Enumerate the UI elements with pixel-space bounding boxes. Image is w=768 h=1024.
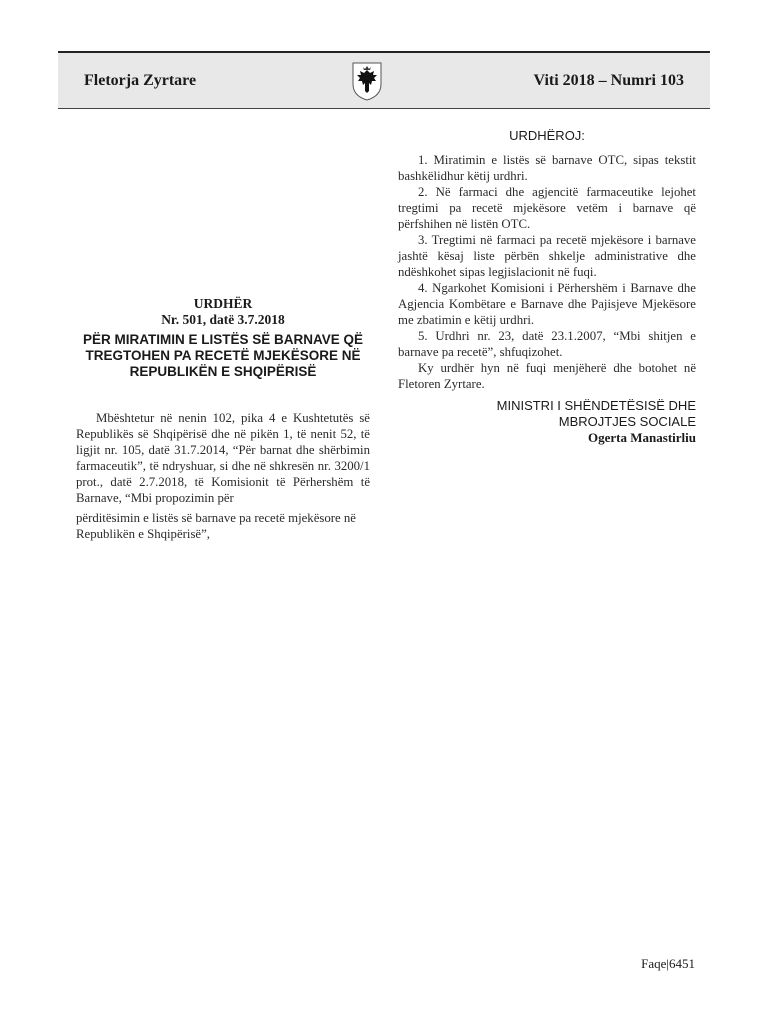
- page-number: Faqe|6451: [641, 956, 695, 971]
- gazette-name: Fletorja Zyrtare: [84, 72, 197, 89]
- order-header-block: [76, 296, 370, 380]
- order-body: [398, 128, 696, 446]
- preamble-paragraph: Mbështetur në nenin 102, pika 4 e Kushtetutës së Republikës së Shqipërisë dhe në pikën 1, të nenit 52, të ligjit nr. 105, datë 31.7.2014, “Për barnat dhe shërbimin farmaceutik”, të ndryshuar, si dhe në shkresën nr. 3200/1 prot., datë 2.7.2018, të Komisionit të Përhershëm të Barnave, “Mbi propozimin për: [76, 411, 370, 505]
- order-item: 4. Ngarkohet Komisioni i Përhershëm i Barnave dhe Agjencia Kombëtare e Barnave dhe Pajisjeve Mjekësore me zbatimin e këtij urdhri.: [398, 281, 696, 327]
- entry-into-force: Ky urdhër hyn në fuqi menjëherë dhe botohet në Fletoren Zyrtare.: [398, 361, 696, 391]
- order-item: 5. Urdhri nr. 23, datë 23.1.2007, “Mbi shitjen e barnave pa recetë”, shfuqizohet.: [398, 329, 696, 359]
- doc-title: PËR MIRATIMIN E LISTËS SË BARNAVE QË TREGTOHEN PA RECETË MJEKËSORE NË REPUBLIKËN E SHQIPËRISË: [82, 332, 364, 379]
- doc-type: URDHËR: [193, 296, 253, 311]
- order-heading: URDHËROJ:: [509, 128, 585, 143]
- order-item: 1. Miratimin e listës së barnave OTC, sipas tekstit bashkëlidhur këtij urdhri.: [398, 153, 696, 183]
- issue-number: Viti 2018 – Numri 103: [533, 72, 684, 89]
- order-item: 2. Në farmaci dhe agjencitë farmaceutike lejohet tregtimi pa recetë mjekësore vetëm i barnave që përfshihen në listën OTC.: [398, 185, 696, 231]
- gazette-header: [58, 51, 710, 109]
- coat-of-arms-icon: [350, 60, 384, 102]
- preamble-continuation: përditësimin e listës së barnave pa recetë mjekësore në Republikën e Shqipërisë”,: [76, 511, 356, 541]
- order-item: 3. Tregtimi në farmaci pa recetë mjekësore i barnave jashtë kësaj liste përbën shkelje administrative dhe ndëshkohet sipas legjislacionit në fuqi.: [398, 233, 696, 279]
- signature-block: [398, 398, 696, 446]
- signatory-title-line-2: MBROJTJES SOCIALE: [558, 414, 696, 429]
- doc-number: Nr. 501, datë 3.7.2018: [161, 312, 285, 327]
- signatory-title: MINISTRI I SHËNDETËSISË DHE: [496, 398, 696, 413]
- preamble: [76, 410, 370, 542]
- signatory-name: Ogerta Manastirliu: [588, 430, 696, 445]
